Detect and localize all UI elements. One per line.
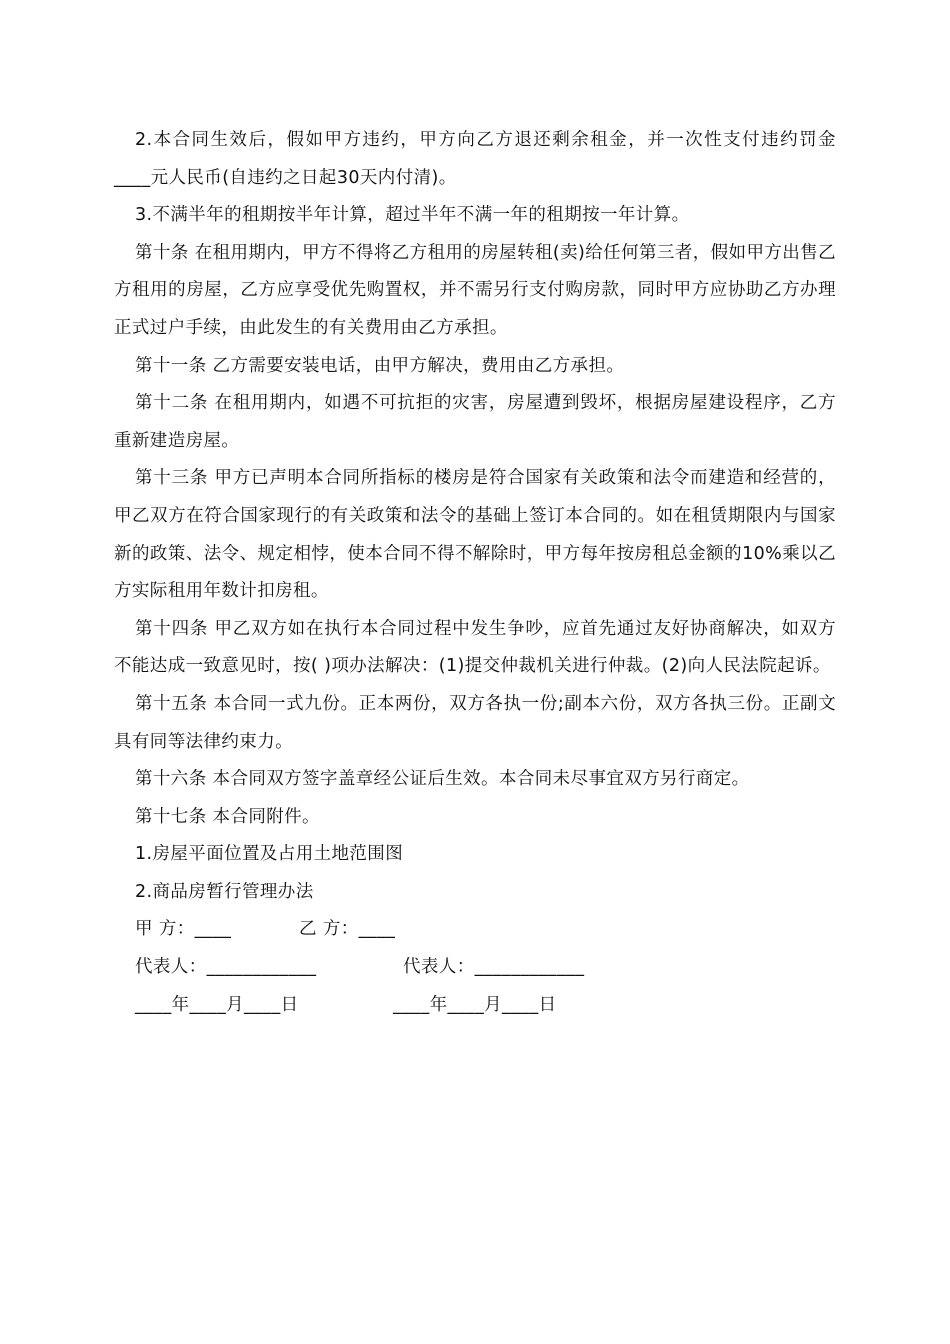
clause-15: 第十五条 本合同一式九份。正本两份，双方各执一份;副本六份，双方各执三份。正副文具有同等法律约束力。 — [114, 693, 836, 752]
attachment-2: 2.商品房暂行管理办法 — [135, 881, 314, 902]
clause-9-item-3: 3.不满半年的租期按半年计算，超过半年不满一年的租期按一年计算。 — [135, 205, 690, 226]
party-b-label: 乙 方：____ — [299, 919, 396, 940]
representative-a-label: 代表人：____________ — [135, 957, 317, 978]
signature-date-row — [114, 987, 836, 1025]
document-body — [114, 122, 842, 1024]
clause-16: 第十六条 本合同双方签字盖章经公证后生效。本合同未尽事宜双方另行商定。 — [135, 769, 750, 790]
date-b-label: ____年____月____日 — [393, 994, 557, 1015]
attachment-1: 1.房屋平面位置及占用土地范围图 — [135, 844, 404, 865]
clause-13: 第十三条 甲方已声明本合同所指标的楼房是符合国家有关政策和法令而建造和经营的，甲乙双方在符合国家现行的有关政策和法令的基础上签订本合同的。如在租赁期限内与国家新的政策、法令、规定相悖，使本合同不得不解除时，甲方每年按房租总金额的10%乘以乙方实际租用年数计扣房租。 — [114, 468, 836, 602]
party-a-label: 甲 方：____ — [135, 919, 232, 940]
clause-11: 第十一条 乙方需要安装电话，由甲方解决，费用由乙方承担。 — [135, 355, 625, 376]
clause-14: 第十四条 甲乙双方如在执行本合同过程中发生争吵，应首先通过友好协商解决，如双方不能达成一致意见时，按( )项办法解决：(1)提交仲裁机关进行仲裁。(2)向人民法院起诉。 — [114, 618, 836, 677]
clause-10: 第十条 在租用期内，甲方不得将乙方租用的房屋转租(卖)给任何第三者，假如甲方出售乙方租用的房屋，乙方应享受优先购置权，并不需另行支付购房款，同时甲方应协助乙方办理正式过户手续，由此发生的有关费用由乙方承担。 — [114, 242, 836, 338]
date-a-label: ____年____月____日 — [135, 994, 299, 1015]
clause-9-item-2: 2.本合同生效后，假如甲方违约，甲方向乙方退还剩余租金，并一次性支付违约罚金 ____元人民币(自违约之日起30天内付清)。 — [114, 130, 842, 188]
clause-12: 第十二条 在租用期内，如遇不可抗拒的灾害，房屋遭到毁坏，根据房屋建设程序，乙方重新建造房屋。 — [114, 393, 836, 451]
signature-representative-row — [114, 949, 836, 987]
signature-party-row — [114, 911, 836, 949]
clause-17: 第十七条 本合同附件。 — [135, 806, 320, 827]
representative-b-label: 代表人：____________ — [403, 957, 585, 978]
